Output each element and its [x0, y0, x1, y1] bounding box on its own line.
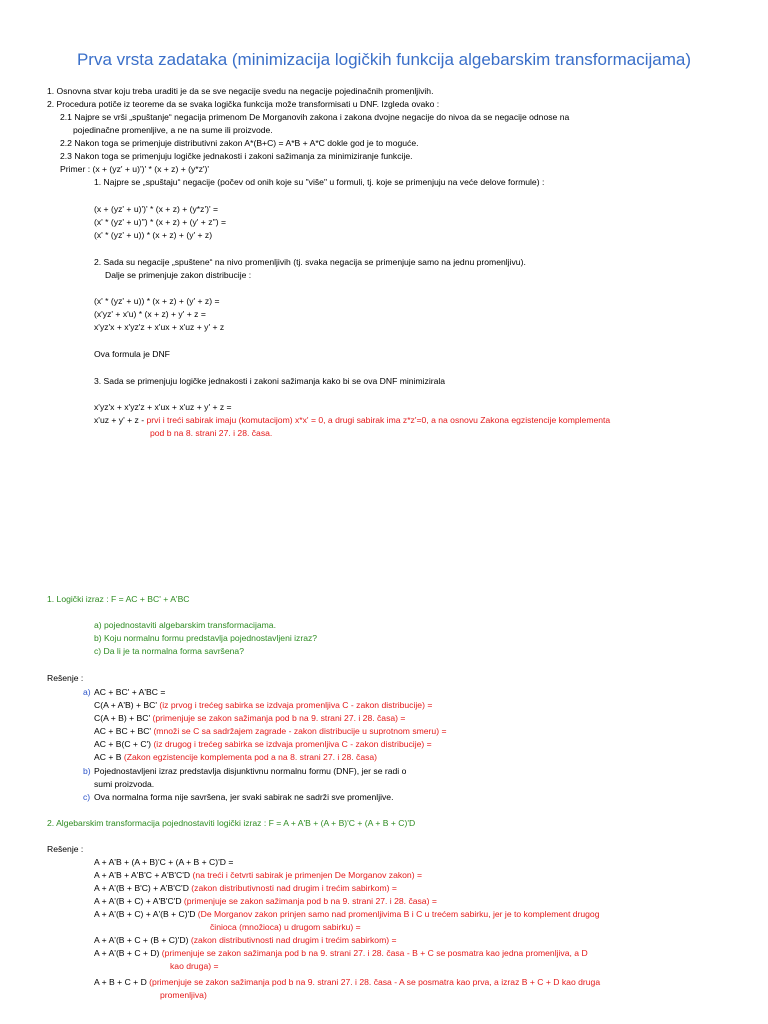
intro-line-3: 2.1 Najpre se vrši „spuštanje“ negacija primenom De Morganovih zakona i zakona dvojne negacije do nivoa da se negacije odnose na — [60, 112, 570, 122]
expr-line-3: (x' * (yz' + u)) * (x + z) + (y' + z) — [94, 230, 213, 240]
task-2-step-3-note: (zakon distributivnosti nad drugim i trećim sabirkom) = — [191, 883, 397, 893]
expr-line-8-note-cont: pod b na 8. strani 27. i 28. časa. — [150, 428, 273, 438]
task-2-step-5-formula: A + A'(B + C) + A'(B + C)'D — [94, 909, 198, 919]
task-1-step-3-formula: C(A + B) + BC' — [94, 713, 153, 723]
task-1-answer-c-line: Ova normalna forma nije savršena, jer svaki sabirak ne sadrži sve promenljive. — [94, 792, 394, 802]
task-2-step-1: A + A'B + (A + B)'C + (A + B + C)'D = — [94, 857, 234, 867]
intro-line-6: 2.3 Nakon toga se primenjuju logičke jednakosti i zakoni sažimanja za minimiziranje funkcije. — [60, 151, 413, 161]
expr-line-4: (x' * (yz' + u)) * (x + z) + (y' + z) = — [94, 296, 220, 306]
example-line: Primer : (x + (yz' + u)')' * (x + z) + (y*z')' — [60, 164, 210, 174]
task-2-step-6-formula: A + A'(B + C + (B + C)'D) — [94, 935, 191, 945]
task-2-step-7 — [94, 948, 588, 959]
task-2-step-7-note-cont: kao druga) = — [170, 961, 219, 971]
task-1-step-6 — [94, 752, 377, 763]
task-1-step-2-note: (iz prvog i trećeg sabirka se izdvaja promenljiva C - zakon distribucije) = — [159, 700, 433, 710]
task-2-heading: 2. Algebarskim transformacija pojednostaviti logički izraz : F = A + A'B + (A + B)'C + (A + B + C)'D — [47, 818, 416, 828]
task-2-step-7-note: (primenjuje se zakon sažimanja pod b na 9. strani 27. i 28. časa - B + C se posmatra kao jedna promenljiva, a D — [161, 948, 588, 958]
task-2-step-4 — [94, 896, 437, 907]
task-1-step-3-note: (primenjuje se zakon sažimanja pod b na 9. strani 27. i 28. časa) = — [152, 713, 406, 723]
task-1-question-a: a) pojednostaviti algebarskim transformacijama. — [94, 620, 276, 630]
task-1-step-5-note: (iz drugog i trećeg sabirka se izdvaja promenljiva C - zakon distribucije) = — [153, 739, 432, 749]
task-2-step-6-note: (zakon distributivnosti nad drugim i trećim sabirkom) = — [190, 935, 397, 945]
task-1-answer-c-label: c) — [83, 792, 91, 802]
task-2-step-4-formula: A + A'(B + C) + A'B'C'D — [94, 896, 184, 906]
intro-line-2: 2. Procedura potiče iz teoreme da se svaka logička funkcija može transformisati u DNF. Izgleda ovako : — [47, 99, 440, 109]
task-1-solution-label: Rešenje : — [47, 673, 84, 683]
task-1-step-4-formula: AC + BC + BC' — [94, 726, 154, 736]
step-2-line-b: Dalje se primenjuje zakon distribucije : — [105, 270, 252, 280]
task-2-step-8-note: (primenjuje se zakon sažimanja pod b na 9. strani 27. i 28. časa - A se posmatra kao prva, a izraz B + C + D kao druga — [149, 977, 601, 987]
task-1-answer-b-label: b) — [83, 766, 91, 776]
task-2-step-8 — [94, 977, 600, 988]
task-2-step-5-note-cont: činioca (množioca) u drugom sabirku) = — [210, 922, 361, 932]
task-1-step-5 — [94, 739, 432, 750]
task-2-step-6 — [94, 935, 397, 946]
step-3-line: 3. Sada se primenjuju logičke jednakosti i zakoni sažimanja kako bi se ova DNF minimizirala — [94, 376, 446, 386]
task-1-step-2 — [94, 700, 432, 711]
task-1-question-b: b) Koju normalnu formu predstavlja pojednostavljeni izraz? — [94, 633, 318, 643]
task-1-answer-b-line-2: sumi proizvoda. — [94, 779, 155, 789]
dnf-note: Ova formula je DNF — [94, 349, 170, 359]
task-2-step-2 — [94, 870, 422, 881]
task-1-step-2-formula: C(A + A'B) + BC' — [94, 700, 160, 710]
task-1-step-4-note: (množi se C sa sadržajem zagrade - zakon distribucije u suprotnom smeru) = — [153, 726, 447, 736]
intro-line-4: pojedinačne promenljive, a ne na sume ili proizvode. — [73, 125, 273, 135]
task-1-heading: 1. Logički izraz : F = AC + BC' + A'BC — [47, 594, 190, 604]
expr-line-1: (x + (yz' + u)')' * (x + z) + (y*z')' = — [94, 204, 219, 214]
intro-line-1: 1. Osnovna stvar koju treba uraditi je da se sve negacije svedu na negacije pojedinačnih promenljivih. — [47, 86, 434, 96]
task-2-step-3-formula: A + A'(B + B'C) + A'B'C'D — [94, 883, 192, 893]
page-title: Prva vrsta zadataka (minimizacija logičkih funkcija algebarskim transformacijama) — [76, 50, 692, 69]
task-2-step-8-formula: A + B + C + D — [94, 977, 150, 987]
expr-line-6: x'yz'x + x'yz'z + x'ux + x'uz + y' + z — [94, 322, 225, 332]
task-2-step-3 — [94, 883, 397, 894]
task-1-step-1: AC + BC' + A'BC = — [94, 687, 166, 697]
task-1-step-4 — [94, 726, 446, 737]
expr-line-8-note: prvi i treći sabirak imaju (komutacijom) x*x' = 0, a drugi sabirak ima z*z'=0, a na osnovu Zakona egzistencije komplementa — [146, 415, 611, 425]
task-2-step-4-note: (primenjuje se zakon sažimanja pod b na 9. strani 27. i 28. časa) = — [183, 896, 437, 906]
task-1-step-6-note: (Zakon egzistencije komplementa pod a na 8. strani 27. i 28. časa) — [123, 752, 378, 762]
task-1-answer-a-label: a) — [83, 687, 91, 697]
step-2-line: 2. Sada su negacije „spuštene“ na nivo promenljivih (tj. svaka negacija se primenjuje samo na jednu promenljivu). — [94, 257, 526, 267]
task-2-step-7-formula: A + A'(B + C + D) — [94, 948, 162, 958]
task-2-step-5-note: (De Morganov zakon prinjen samo nad promenljivima B i C u trećem sabirku, jer je to komplement drugog — [197, 909, 600, 919]
task-2-solution-label: Rešenje : — [47, 844, 84, 854]
intro-line-5: 2.2 Nakon toga se primenjuje distributivni zakon A*(B+C) = A*B + A*C dokle god je to moguće. — [60, 138, 419, 148]
task-1-step-3 — [94, 713, 405, 724]
task-1-step-5-formula: AC + B(C + C') — [94, 739, 154, 749]
expr-line-8-formula: x'uz + y' + z - — [94, 415, 147, 425]
task-1-step-6-formula: AC + B — [94, 752, 124, 762]
task-1-question-c: c) Da li je ta normalna forma savršena? — [94, 646, 244, 656]
expr-line-5: (x'yz' + x'u) * (x + z) + y' + z = — [94, 309, 206, 319]
step-1-line: 1. Najpre se „spuštaju“ negacije (počev od onih koje su "više" u formuli, tj. koje se primenjuju na veće delove formule) : — [94, 177, 545, 187]
expr-line-8 — [94, 415, 610, 426]
task-2-step-2-formula: A + A'B + A'B'C + A'B'C'D — [94, 870, 193, 880]
task-2-step-5 — [94, 909, 600, 920]
expr-line-2: (x' * (yz' + u)'') * (x + z) + (y' + z'') = — [94, 217, 227, 227]
task-1-answer-b-line-1: Pojednostavljeni izraz predstavlja disjunktivnu normalnu formu (DNF), jer se radi o — [94, 766, 407, 776]
task-2-step-2-note: (na treći i četvrti sabirak je primenjen De Morganov zakon) = — [192, 870, 422, 880]
task-2-step-8-note-cont: promenljiva) — [160, 990, 207, 1000]
expr-line-7: x'yz'x + x'yz'z + x'ux + x'uz + y' + z = — [94, 402, 232, 412]
